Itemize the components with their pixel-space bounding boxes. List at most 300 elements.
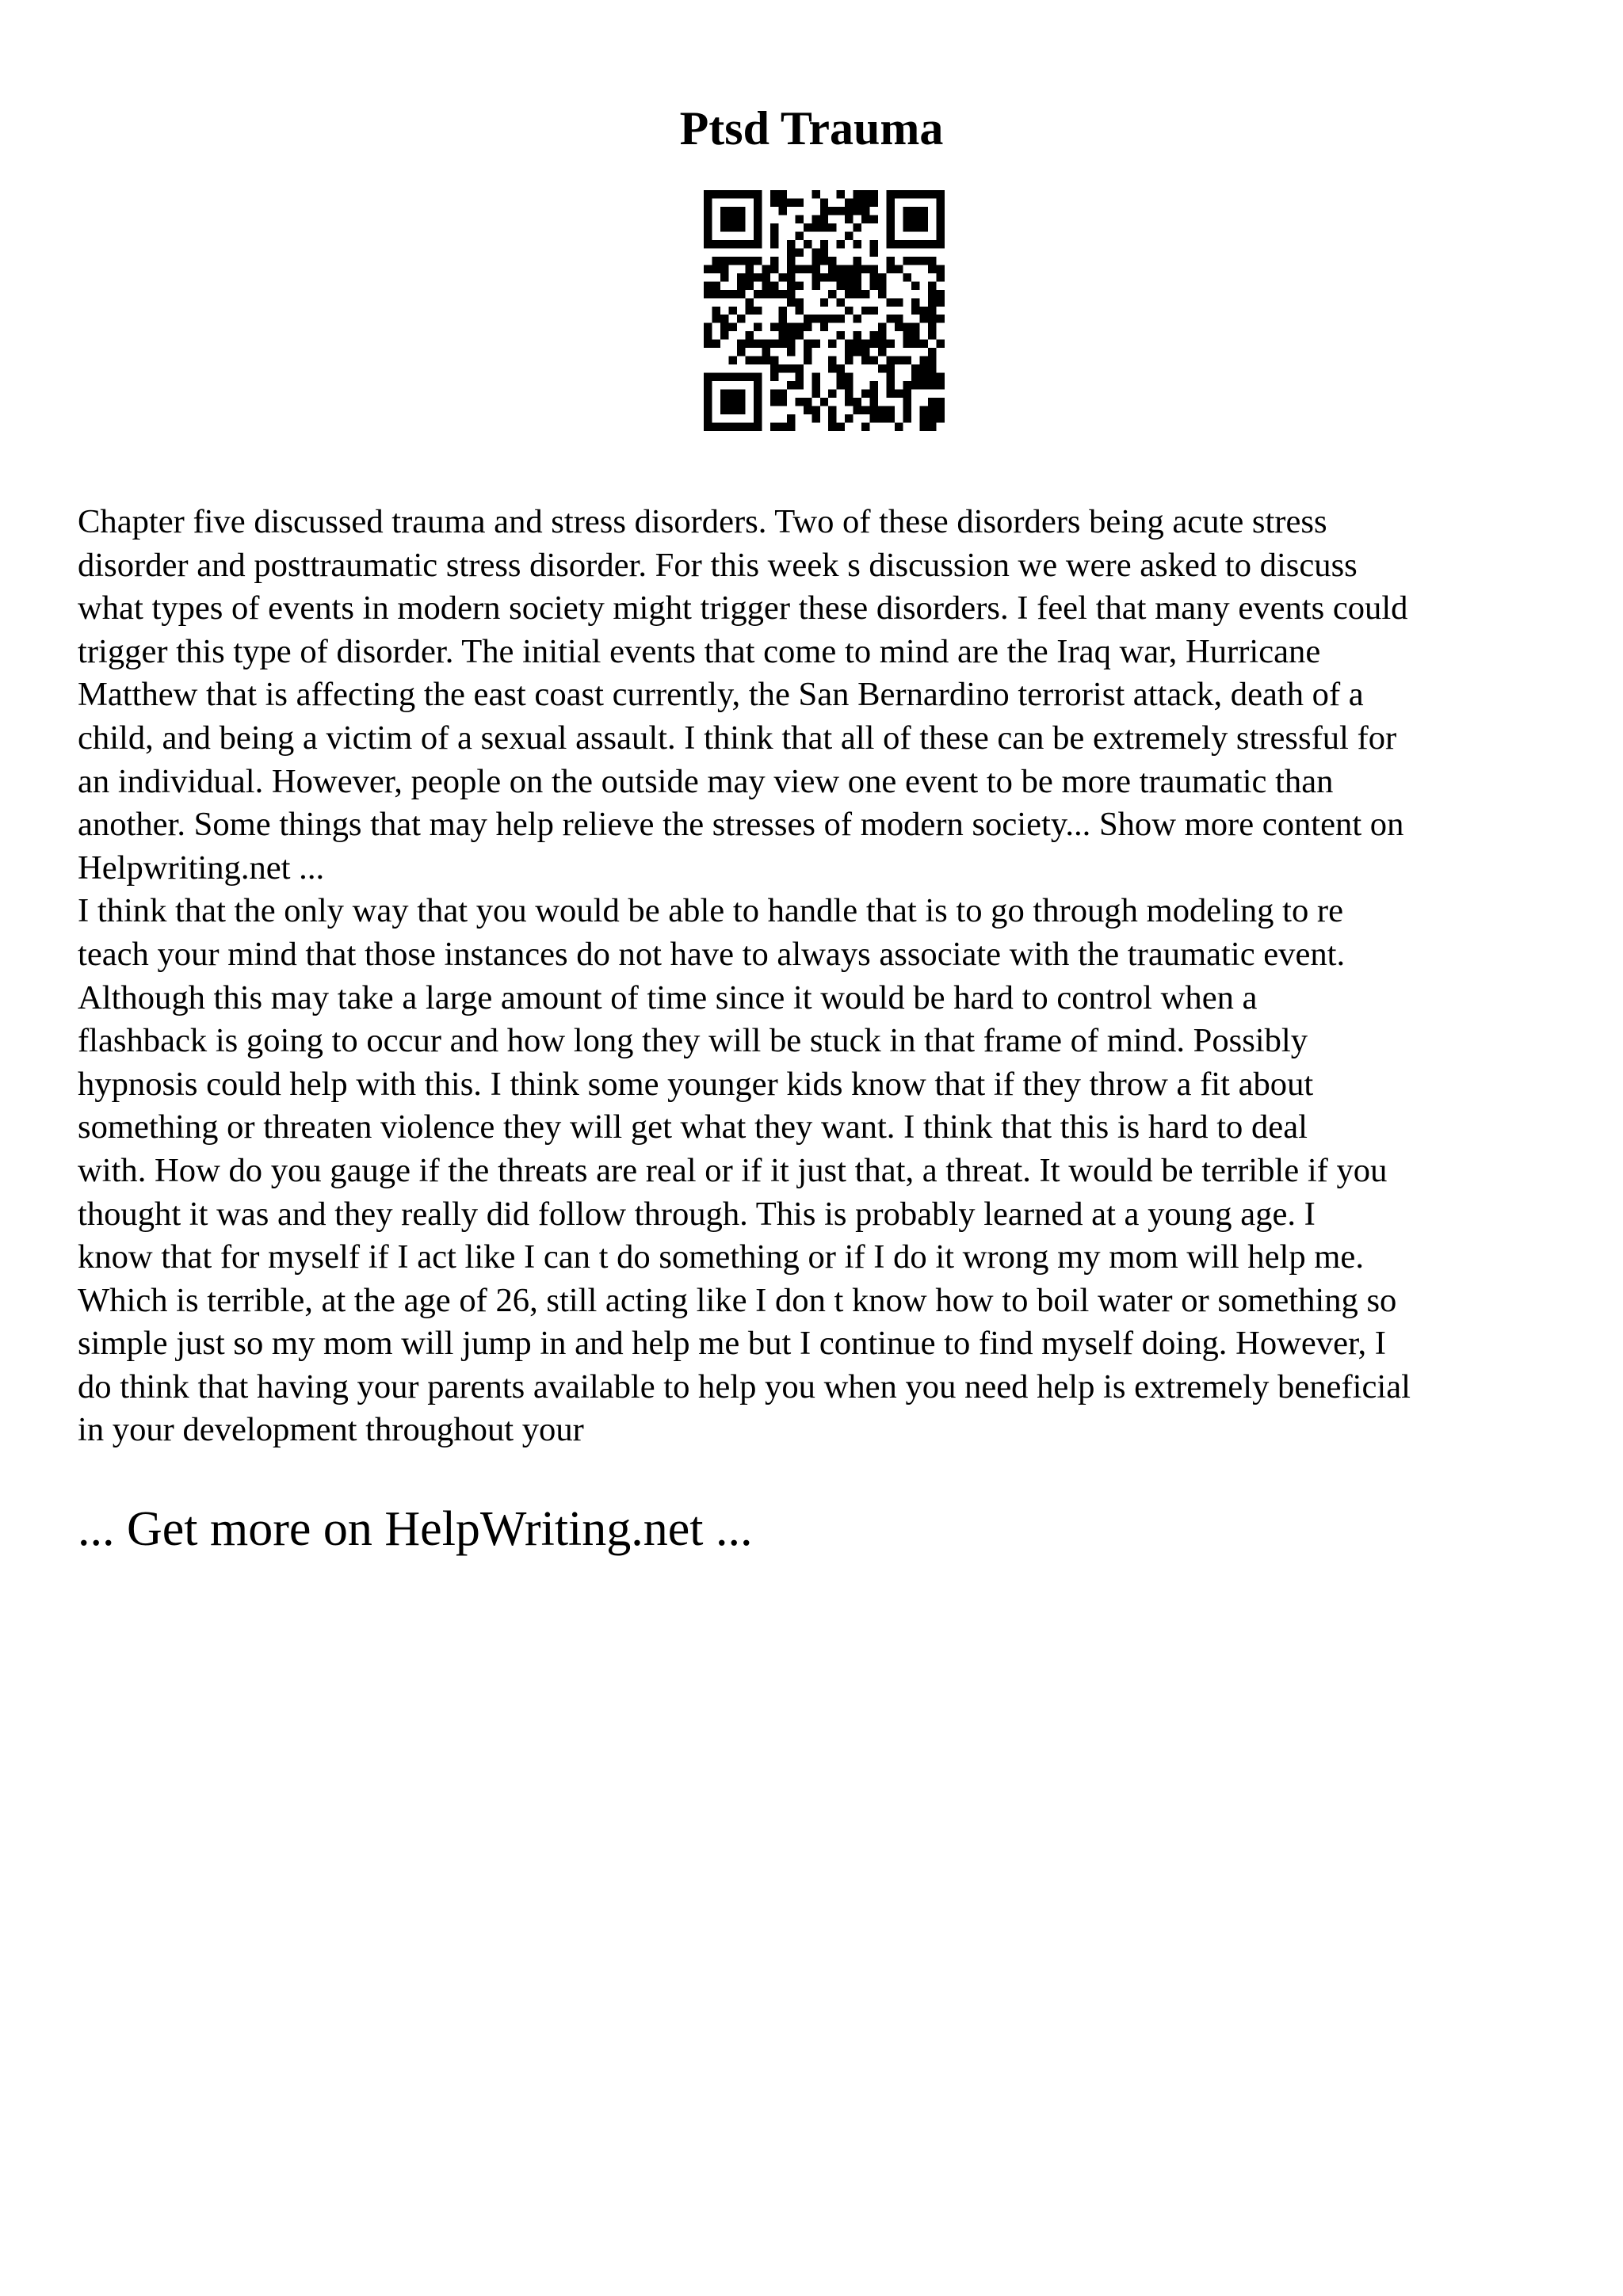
body-line: flashback is going to occur and how long they will be stuck in that frame of mind. Possibly [78, 1022, 1308, 1060]
qr-module [845, 340, 853, 348]
qr-module [937, 223, 945, 231]
qr-module [870, 273, 878, 281]
qr-module [770, 190, 778, 198]
qr-module [754, 406, 762, 414]
qr-module [787, 381, 795, 389]
qr-module [895, 423, 903, 431]
qr-module [812, 190, 819, 198]
qr-module [878, 281, 886, 289]
qr-module [720, 265, 728, 273]
qr-module [845, 390, 853, 398]
qr-module [911, 223, 919, 231]
qr-module [845, 215, 853, 223]
qr-module [895, 315, 903, 322]
body-line: trigger this type of disorder. The initial events that come to mind are the Iraq war, Hurricane [78, 632, 1321, 670]
qr-module [903, 406, 911, 414]
qr-module [778, 398, 786, 406]
qr-module [787, 331, 795, 339]
qr-module [920, 315, 928, 322]
qr-module [870, 190, 878, 198]
qr-module [920, 190, 928, 198]
qr-module [712, 281, 720, 289]
qr-module [720, 315, 728, 322]
qr-module [928, 265, 936, 273]
qr-code-icon[interactable] [704, 190, 945, 431]
qr-module [787, 423, 795, 431]
qr-module [937, 215, 945, 223]
qr-module [928, 357, 936, 364]
qr-module [770, 390, 778, 398]
qr-module [887, 381, 895, 389]
body-line: Although this may take a large amount of time since it would be hard to control when a [78, 978, 1258, 1016]
qr-module [820, 398, 828, 406]
qr-module [778, 207, 786, 215]
qr-module [837, 190, 845, 198]
body-line: know that for myself if I act like I can t do something or if I do it wrong my mom will help me. [78, 1238, 1364, 1276]
qr-module [804, 223, 812, 231]
qr-module [837, 331, 845, 339]
qr-module [754, 223, 762, 231]
qr-module [720, 207, 728, 215]
qr-module [895, 357, 903, 364]
qr-module [745, 240, 753, 248]
qr-module [812, 315, 819, 322]
qr-module [920, 257, 928, 265]
qr-module [754, 390, 762, 398]
qr-module [895, 298, 903, 306]
qr-module [704, 223, 712, 231]
qr-module [895, 323, 903, 331]
qr-module [737, 257, 745, 265]
qr-module [928, 307, 936, 315]
qr-module [937, 290, 945, 298]
qr-module [920, 357, 928, 364]
qr-module [820, 198, 828, 206]
qr-module [937, 207, 945, 215]
qr-module [804, 323, 812, 331]
qr-module [728, 240, 736, 248]
qr-module [778, 290, 786, 298]
qr-module [712, 307, 720, 315]
qr-module [712, 340, 720, 348]
page-title: Ptsd Trauma [679, 102, 944, 154]
qr-module [754, 240, 762, 248]
qr-module [812, 373, 819, 381]
qr-module [920, 406, 928, 414]
qr-module [787, 248, 795, 256]
qr-module [812, 406, 819, 414]
qr-module [728, 207, 736, 215]
qr-module [820, 240, 828, 248]
qr-module [812, 257, 819, 265]
qr-module [787, 265, 795, 273]
qr-module [787, 273, 795, 281]
qr-module [920, 373, 928, 381]
qr-module [812, 265, 819, 273]
qr-module [854, 281, 861, 289]
qr-module [861, 190, 869, 198]
qr-module [804, 265, 812, 273]
qr-module [903, 340, 911, 348]
qr-module [903, 381, 911, 389]
qr-module [845, 198, 853, 206]
qr-module [937, 398, 945, 406]
qr-module [737, 390, 745, 398]
qr-module [903, 331, 911, 339]
qr-module [828, 207, 836, 215]
qr-module [937, 406, 945, 414]
qr-module [861, 348, 869, 356]
qr-module [728, 215, 736, 223]
qr-module [878, 340, 886, 348]
qr-module [928, 257, 936, 265]
qr-module [778, 390, 786, 398]
qr-module [861, 406, 869, 414]
qr-module [804, 398, 812, 406]
qr-module [854, 207, 861, 215]
qr-module [804, 315, 812, 322]
qr-module [754, 273, 762, 281]
qr-module [911, 307, 919, 315]
qr-module [920, 215, 928, 223]
qr-module [762, 340, 769, 348]
qr-module [812, 248, 819, 256]
qr-module [845, 207, 853, 215]
qr-module [903, 190, 911, 198]
qr-module [720, 423, 728, 431]
qr-module [911, 207, 919, 215]
qr-module [854, 273, 861, 281]
body-line: what types of events in modern society might trigger these disorders. I feel that many events could [78, 589, 1408, 627]
qr-module [837, 240, 845, 248]
body-line: Matthew that is affecting the east coast currently, the San Bernardino terrorist attack, death of a [78, 676, 1364, 714]
qr-module [887, 265, 895, 273]
qr-module [778, 307, 786, 315]
qr-module [812, 340, 819, 348]
qr-module [903, 207, 911, 215]
qr-module [812, 273, 819, 281]
qr-module [762, 273, 769, 281]
qr-module [745, 281, 753, 289]
body-line: with. How do you gauge if the threats are real or if it just that, a threat. It would be terrible if you [78, 1151, 1388, 1189]
qr-module [887, 190, 895, 198]
qr-module [704, 423, 712, 431]
qr-module [828, 273, 836, 281]
qr-module [854, 198, 861, 206]
qr-module [937, 414, 945, 422]
qr-module [928, 414, 936, 422]
qr-module [770, 240, 778, 248]
qr-module [828, 423, 836, 431]
qr-module [887, 215, 895, 223]
qr-module [778, 198, 786, 206]
qr-module [737, 281, 745, 289]
qr-module [704, 231, 712, 239]
qr-module [712, 315, 720, 322]
qr-module [754, 207, 762, 215]
qr-module [704, 198, 712, 206]
body-line: teach your mind that those instances do not have to always associate with the traumatic event. [78, 935, 1346, 973]
qr-module [861, 290, 869, 298]
qr-module [778, 331, 786, 339]
qr-module [820, 298, 828, 306]
qr-module [737, 398, 745, 406]
qr-module [737, 207, 745, 215]
qr-module [903, 240, 911, 248]
qr-module [870, 406, 878, 414]
qr-module [903, 215, 911, 223]
qr-module [895, 265, 903, 273]
qr-module [804, 348, 812, 356]
qr-module [911, 331, 919, 339]
qr-module [712, 423, 720, 431]
qr-module [704, 398, 712, 406]
qr-module [837, 373, 845, 381]
qr-module [737, 223, 745, 231]
qr-module [928, 323, 936, 331]
qr-module [887, 257, 895, 265]
body-line: thought it was and they really did follow through. This is probably learned at a young age. I [78, 1195, 1316, 1233]
qr-module [804, 340, 812, 348]
qr-module [795, 231, 803, 239]
qr-module [928, 190, 936, 198]
qr-module [937, 190, 945, 198]
qr-module [903, 223, 911, 231]
qr-module [787, 198, 795, 206]
qr-module [911, 190, 919, 198]
qr-module [704, 190, 712, 198]
qr-module [928, 298, 936, 306]
qr-module [845, 348, 853, 356]
qr-module [754, 381, 762, 389]
qr-module [728, 257, 736, 265]
qr-module [887, 406, 895, 414]
qr-module [754, 307, 762, 315]
qr-module [920, 223, 928, 231]
qr-module [845, 381, 853, 389]
qr-module [737, 290, 745, 298]
body-line: Helpwriting.net ... [78, 849, 325, 887]
qr-module [737, 315, 745, 322]
qr-module [911, 281, 919, 289]
qr-module [804, 240, 812, 248]
qr-module [728, 373, 736, 381]
qr-module [837, 423, 845, 431]
qr-module [828, 315, 836, 322]
qr-module [704, 323, 712, 331]
qr-module [903, 398, 911, 406]
qr-module [762, 265, 769, 273]
qr-module [837, 207, 845, 215]
qr-module [828, 364, 836, 372]
qr-module [770, 373, 778, 381]
qr-module [870, 398, 878, 406]
qr-module [920, 364, 928, 372]
qr-module [887, 364, 895, 372]
qr-module [737, 240, 745, 248]
qr-module [754, 373, 762, 381]
qr-module [870, 198, 878, 206]
qr-module [795, 364, 803, 372]
qr-module [828, 414, 836, 422]
qr-module [887, 390, 895, 398]
qr-module [937, 265, 945, 273]
qr-module [754, 231, 762, 239]
qr-module [754, 190, 762, 198]
qr-module [770, 423, 778, 431]
qr-module [820, 257, 828, 265]
body-line: another. Some things that may help relieve the stresses of modern society... Show more content on [78, 806, 1404, 844]
qr-module [754, 340, 762, 348]
qr-module [812, 381, 819, 389]
qr-module [870, 340, 878, 348]
qr-module [795, 373, 803, 381]
qr-module [928, 290, 936, 298]
qr-module [712, 190, 720, 198]
qr-module [911, 257, 919, 265]
qr-module [895, 190, 903, 198]
qr-module [887, 414, 895, 422]
qr-module [854, 290, 861, 298]
qr-module [812, 223, 819, 231]
qr-module [854, 348, 861, 356]
qr-module [745, 298, 753, 306]
qr-module [878, 290, 886, 298]
qr-module [795, 323, 803, 331]
qr-module [745, 307, 753, 315]
qr-module [887, 198, 895, 206]
qr-module [712, 240, 720, 248]
qr-module [745, 340, 753, 348]
qr-module [837, 381, 845, 389]
body-line: Chapter five discussed trauma and stress disorders. Two of these disorders being acute stress [78, 503, 1327, 540]
qr-module [861, 390, 869, 398]
qr-module [937, 340, 945, 348]
qr-module [861, 307, 869, 315]
qr-module [903, 323, 911, 331]
qr-module [778, 323, 786, 331]
qr-module [887, 207, 895, 215]
qr-module [828, 223, 836, 231]
qr-module [911, 215, 919, 223]
qr-module [770, 231, 778, 239]
qr-module [745, 331, 753, 339]
qr-module [787, 364, 795, 372]
qr-module [845, 398, 853, 406]
qr-module [887, 298, 895, 306]
qr-module [778, 315, 786, 322]
qr-module [787, 348, 795, 356]
qr-module [728, 423, 736, 431]
qr-module [787, 290, 795, 298]
qr-module [787, 323, 795, 331]
qr-module [795, 307, 803, 315]
qr-module [895, 390, 903, 398]
qr-module [928, 331, 936, 339]
qr-module [928, 381, 936, 389]
qr-module [854, 398, 861, 406]
qr-module [720, 190, 728, 198]
qr-module [828, 357, 836, 364]
qr-module [770, 198, 778, 206]
qr-module [845, 307, 853, 315]
qr-module [812, 215, 819, 223]
body-line: disorder and posttraumatic stress disorder. For this week s discussion we were asked to discuss [78, 546, 1358, 584]
qr-module [870, 307, 878, 315]
body-line: hypnosis could help with this. I think some younger kids know that if they throw a fit about [78, 1065, 1314, 1103]
qr-module [728, 190, 736, 198]
qr-module [704, 390, 712, 398]
body-line: do think that having your parents available to help you when you need help is extremely beneficial [78, 1367, 1411, 1405]
qr-module [728, 398, 736, 406]
qr-module [812, 390, 819, 398]
qr-module [928, 348, 936, 356]
qr-module [920, 340, 928, 348]
qr-module [770, 364, 778, 372]
qr-module [728, 390, 736, 398]
qr-module [795, 248, 803, 256]
qr-module [712, 373, 720, 381]
qr-module [887, 340, 895, 348]
qr-module [737, 423, 745, 431]
qr-module [754, 398, 762, 406]
qr-module [720, 390, 728, 398]
qr-module [861, 207, 869, 215]
qr-module [828, 257, 836, 265]
qr-module [770, 340, 778, 348]
qr-module [728, 307, 736, 315]
qr-module [870, 265, 878, 273]
qr-module [720, 290, 728, 298]
qr-module [937, 381, 945, 389]
qr-module [728, 290, 736, 298]
qr-module [787, 240, 795, 248]
qr-module [804, 357, 812, 364]
qr-module [728, 323, 736, 331]
qr-module [928, 398, 936, 406]
qr-module [745, 423, 753, 431]
qr-module [720, 398, 728, 406]
qr-module [745, 190, 753, 198]
qr-module [720, 273, 728, 281]
body-line: child, and being a victim of a sexual assault. I think that all of these can be extremely stressful for [78, 719, 1397, 757]
qr-module [828, 265, 836, 273]
qr-module [870, 390, 878, 398]
qr-module [861, 340, 869, 348]
qr-module [720, 323, 728, 331]
qr-module [795, 381, 803, 389]
qr-module [770, 223, 778, 231]
qr-module [837, 315, 845, 322]
qr-module [937, 373, 945, 381]
qr-module [745, 265, 753, 273]
qr-module [812, 281, 819, 289]
qr-module [704, 406, 712, 414]
body-line: in your development throughout your [78, 1411, 584, 1449]
qr-module [737, 340, 745, 348]
qr-module [920, 240, 928, 248]
qr-module [720, 223, 728, 231]
qr-module [861, 215, 869, 223]
body-line: Which is terrible, at the age of 26, still acting like I don t know how to boil water or something so [78, 1281, 1397, 1319]
qr-module [720, 215, 728, 223]
get-more-link[interactable]: ... Get more on HelpWriting.net ... [78, 1502, 753, 1556]
qr-module [712, 265, 720, 273]
qr-module [728, 223, 736, 231]
qr-module [778, 340, 786, 348]
qr-module [887, 231, 895, 239]
qr-module [878, 406, 886, 414]
